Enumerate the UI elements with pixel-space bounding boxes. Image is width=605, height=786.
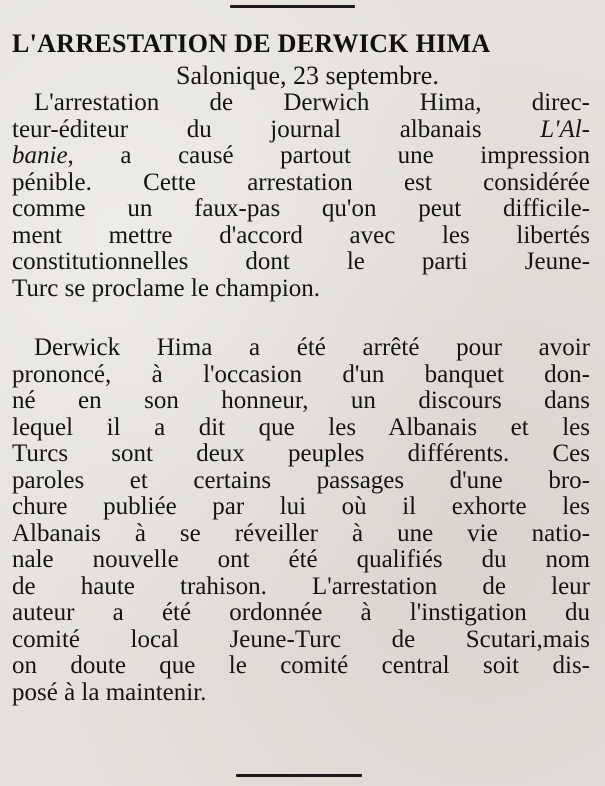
paragraph-line: chure publiée par lui où il exhorte les [12,493,590,520]
bottom-rule-divider [236,774,362,777]
paragraph-line: comité local Jeune-Turc de Scutari,mais [12,625,590,653]
paragraph-line: pénible. Cette arrestation est considérée [12,168,590,196]
top-rule-divider [230,5,355,8]
newspaper-title: L'Al- [540,115,590,143]
paragraph-line: Albanais à se réveiller à une vie natio- [12,519,590,547]
paragraph-line: né en son honneur, un discours dans [12,387,590,414]
paragraph-line: nale nouvelle ont été qualifiés du nom [12,546,590,573]
paragraph-line: auteur a été ordonnée à l'instigation du [12,599,590,626]
paragraph-line: Turc se proclame le champion. [12,274,321,302]
paragraph-line [12,143,590,170]
paragraph-line: ment mettre d'accord avec les libertés [12,221,590,249]
line-text: teur-éditeur du journal albanais L'Al- [12,115,590,143]
paragraph-line: paroles et certains passages d'une bro- [12,466,590,494]
paragraph-line: constitutionnelles dont le parti Jeune- [12,248,590,275]
article-headline: L'ARRESTATION DE DERWICK HIMA [12,29,491,58]
paragraph-line: on doute que le comité central soit dis- [12,652,590,679]
paragraph-line: L'arrestation de Derwich Hima, direc- [34,89,590,116]
paragraph-line: Derwick Hima a été arrêté pour avoir [34,334,590,361]
paragraph-line [12,117,590,144]
newspaper-title: banie [12,142,68,169]
paragraph-line: Turcs sont deux peuples différents. Ces [12,440,590,467]
paragraph-line: prononcé, à l'occasion d'un banquet don- [12,360,590,388]
paragraph-line: de haute trahison. L'arrestation de leur [12,572,590,600]
line-text: banie, a causé partout une impression [12,142,590,169]
article-dateline: Salonique, 23 septembre. [176,61,439,90]
article-paragraph-1 [12,90,590,302]
article-paragraph-2 [12,335,590,706]
paragraph-line: lequel il a dit que les Albanais et les [12,413,590,441]
paragraph-line: comme un faux-pas qu'on peut difficile- [12,195,590,222]
paragraph-line: posé à la maintenir. [12,678,207,706]
